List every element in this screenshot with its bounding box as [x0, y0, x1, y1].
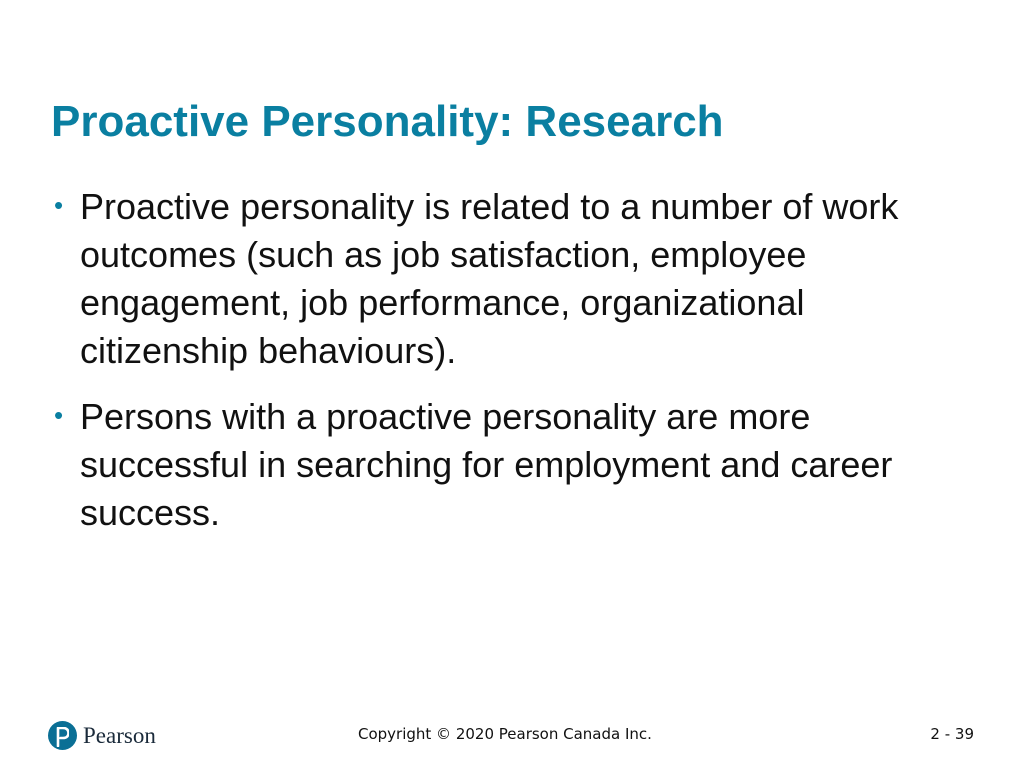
- bullet-text: Proactive personality is related to a number of work outcomes (such as job satisfaction, employee engagement, job performance, organizational citizenship behaviours).: [80, 186, 899, 371]
- slide-title: Proactive Personality: Research: [51, 97, 724, 146]
- page-number: 2 - 39: [930, 725, 974, 743]
- pearson-logo-icon: [48, 721, 77, 750]
- pearson-logo: [48, 718, 156, 752]
- bullet-item: [51, 393, 911, 537]
- bullet-marker: •: [54, 400, 64, 430]
- bullet-text: Persons with a proactive personality are more successful in searching for employment and career success.: [80, 396, 893, 533]
- bullet-marker: •: [54, 190, 64, 220]
- bullet-list: [51, 183, 911, 555]
- copyright-text: Copyright © 2020 Pearson Canada Inc.: [358, 725, 652, 743]
- logo-text: Pearson: [83, 722, 156, 748]
- bullet-item: [51, 183, 911, 375]
